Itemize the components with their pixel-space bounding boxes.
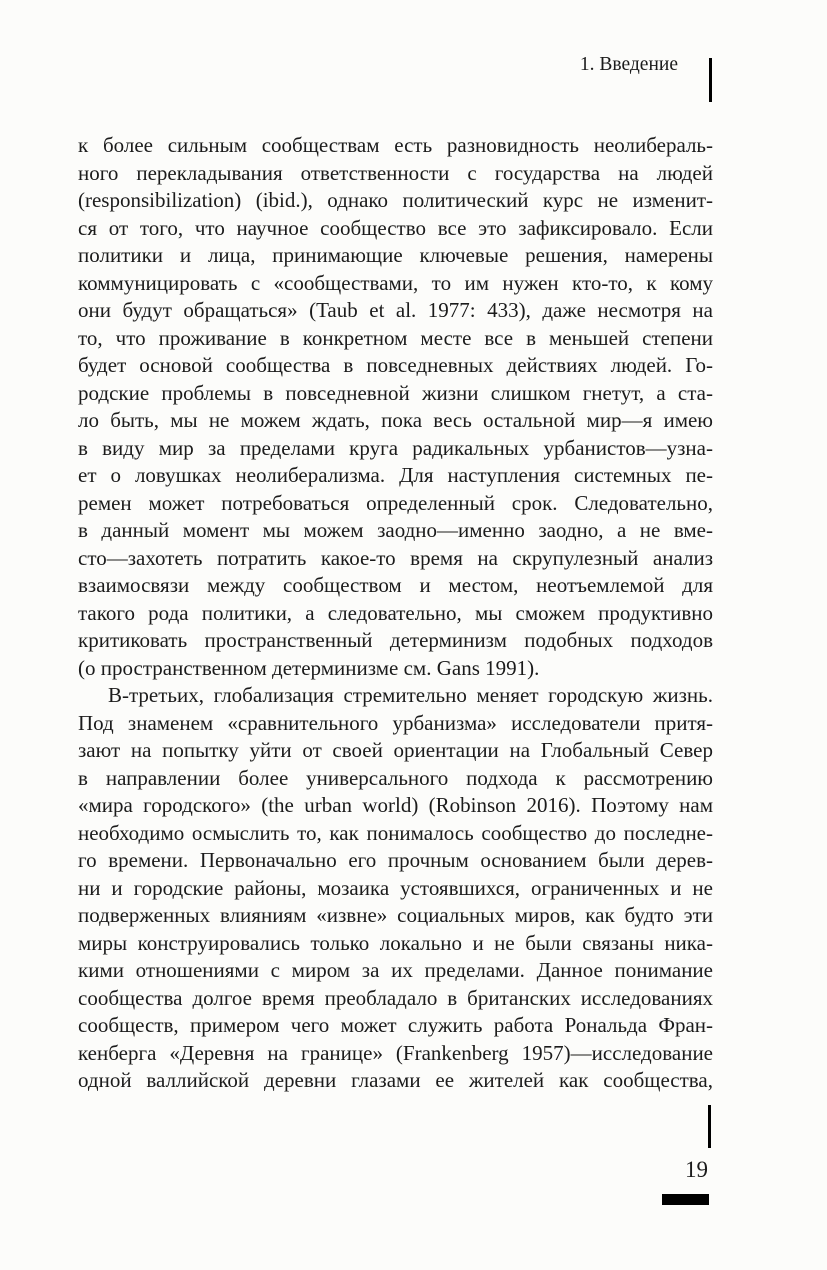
text-line: сообщества долгое время преобладало в британских исследованиях xyxy=(78,985,713,1010)
text-line: сто—захотеть потратить какое-то время на скрупулезный анализ xyxy=(78,545,713,570)
text-line: зают на попытку уйти от своей ориентации на Глобальный Север xyxy=(78,738,713,762)
text-line: го времени. Первоначально его прочным основанием были дерев- xyxy=(78,848,713,872)
footer-black-rectangle xyxy=(662,1194,709,1205)
text-line: критиковать пространственный детерминизм подобных подходов xyxy=(78,628,713,652)
text-line: ло быть, мы не можем ждать, пока весь остальной мир—я имею xyxy=(78,408,713,432)
text-line: в направлении более универсального подхода к рассмотрению xyxy=(78,765,713,790)
text-line: кенберга «Деревня на границе» (Frankenberg 1957)—исследование xyxy=(78,1040,713,1065)
text-line: в виду мир за пределами круга радикальных урбанистов—узна- xyxy=(78,435,713,460)
text-line: ся от того, что научное сообщество все это зафиксировало. Если xyxy=(78,215,713,240)
bottom-margin-rule xyxy=(708,1105,711,1148)
text-line: подверженных влияниям «извне» социальных миров, как будто эти xyxy=(78,903,713,927)
text-line: будет основой сообщества в повседневных действиях людей. Го- xyxy=(78,353,713,377)
text-line: ного перекладывания ответственности с государства на людей xyxy=(78,160,713,185)
text-line: то, что проживание в конкретном месте все в меньшей степени xyxy=(78,325,713,350)
text-line: к более сильным сообществам есть разновидность неолибераль- xyxy=(78,133,713,157)
text-line: ремен может потребоваться определенный срок. Следовательно, xyxy=(78,490,713,515)
text-line: они будут обращаться» (Taub et al. 1977: 433), даже несмотря на xyxy=(78,298,713,322)
paragraph xyxy=(78,132,713,682)
text-line: коммуницировать с «сообществами, то им нужен кто-то, к кому xyxy=(78,270,713,295)
text-line: В-третьих, глобализация стремительно меняет городскую жизнь. xyxy=(108,683,713,707)
text-line: взаимосвязи между сообществом и местом, неотъемлемой для xyxy=(78,573,713,597)
running-header xyxy=(0,53,678,77)
text-line: политики и лица, принимающие ключевые решения, намерены xyxy=(78,243,713,267)
page-number: 19 xyxy=(685,1157,708,1182)
text-line: родские проблемы в повседневной жизни слишком гнетут, а ста- xyxy=(78,380,713,405)
text-line: в данный момент мы можем заодно—именно заодно, а не вме- xyxy=(78,518,713,542)
paragraph xyxy=(78,682,713,1095)
text-line: такого рода политики, а следовательно, мы сможем продуктивно xyxy=(78,600,713,625)
text-line: одной валлийской деревни глазами ее жителей как сообщества, xyxy=(78,1068,713,1092)
body-text xyxy=(78,132,713,1095)
text-line: миры конструировались только локально и не были связаны ника- xyxy=(78,930,713,955)
text-line: сообществ, примером чего может служить работа Рональда Фран- xyxy=(78,1013,713,1037)
text-line: (о пространственном детерминизме см. Gans 1991). xyxy=(78,655,540,680)
text-line: ни и городские районы, мозаика устоявшихся, ограниченных и не xyxy=(78,875,713,900)
text-line: кими отношениями с миром за их пределами. Данное понимание xyxy=(78,958,713,982)
text-line: необходимо осмыслить то, как понималось сообщество до последне- xyxy=(78,820,713,845)
top-margin-rule xyxy=(709,58,712,102)
text-line: ет о ловушках неолиберализма. Для наступления системных пе- xyxy=(78,463,713,487)
text-line: (responsibilization) (ibid.), однако политический курс не изменит- xyxy=(78,188,713,212)
text-line: «мира городского» (the urban world) (Robinson 2016). Поэтому нам xyxy=(78,793,713,817)
text-line: Под знаменем «сравнительного урбанизма» исследователи притя- xyxy=(78,710,713,735)
chapter-heading: 1. Введение xyxy=(579,54,678,75)
